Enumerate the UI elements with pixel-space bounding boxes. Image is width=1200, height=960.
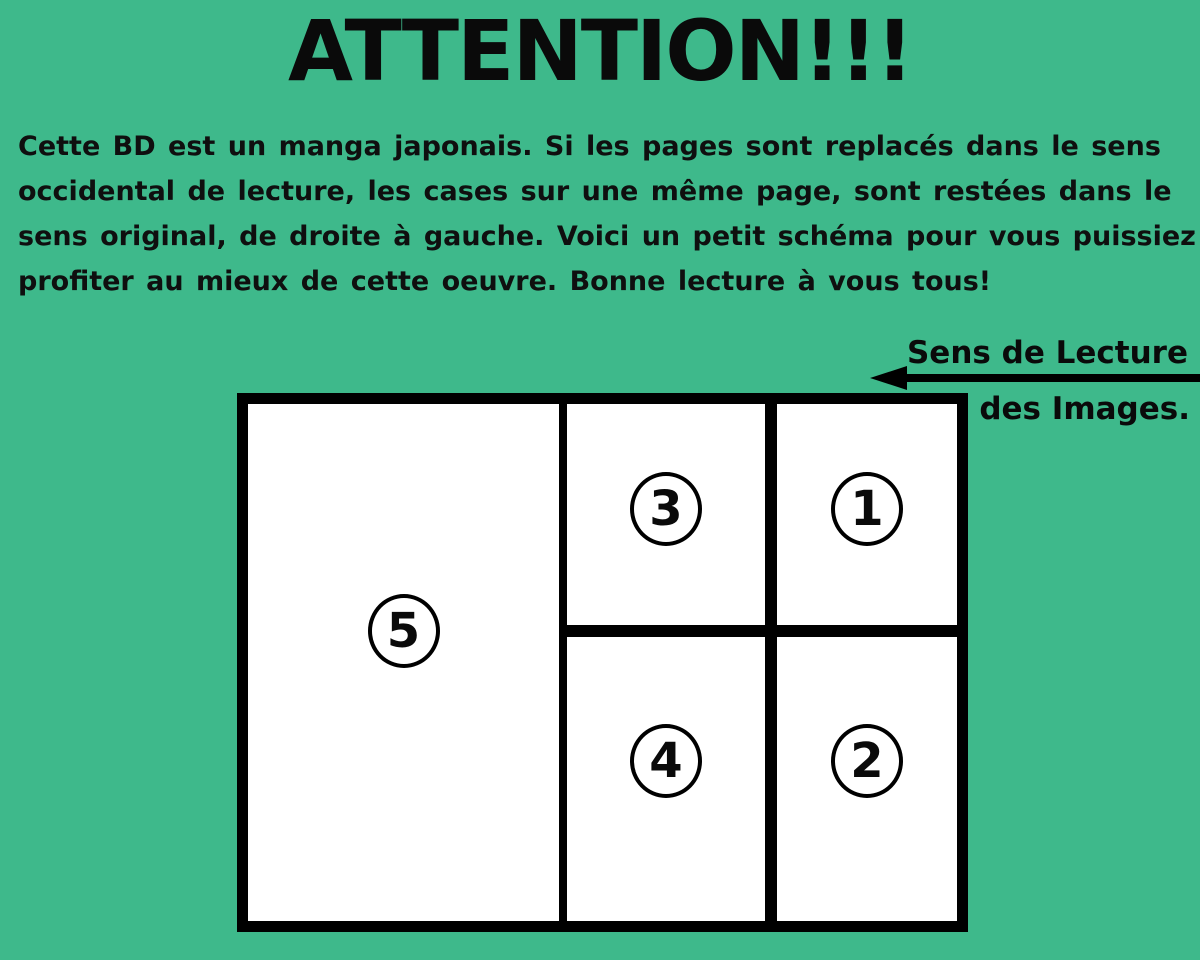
left-arrow-shaft — [900, 374, 1200, 382]
panel-number-circle — [368, 594, 440, 668]
notice-paragraph — [18, 124, 1198, 304]
page-title: ATTENTION!!! — [288, 2, 912, 100]
reading-order-diagram — [237, 393, 968, 932]
paragraph-line: occidental de lecture, les cases sur une même page, sont restées dans le — [18, 176, 1172, 207]
panel-number-circle — [831, 724, 903, 798]
reading-direction-label-bottom: des Images. — [979, 391, 1190, 427]
panel-number-circle — [831, 472, 903, 546]
panel-4 — [567, 637, 765, 921]
panel-number: 2 — [850, 733, 884, 789]
left-arrow-icon — [870, 366, 1200, 390]
panel-number: 3 — [649, 480, 683, 537]
panel-number: 5 — [386, 602, 421, 659]
paragraph-line: profiter au mieux de cette oeuvre. Bonne lecture à vous tous! — [18, 266, 992, 297]
panel-3 — [567, 404, 765, 625]
paragraph-line: Cette BD est un manga japonais. Si les pages sont replacés dans le sens — [18, 131, 1161, 162]
panel-number: 1 — [850, 480, 884, 537]
panel-2 — [777, 637, 957, 921]
paragraph-line: sens original, de droite à gauche. Voici un petit schéma pour vous puissiez — [18, 221, 1196, 252]
panel-5 — [248, 404, 559, 921]
reading-direction-label-top: Sens de Lecture — [906, 335, 1188, 371]
panel-number: 4 — [649, 733, 683, 789]
panel-1 — [777, 404, 957, 625]
panel-number-circle — [630, 724, 702, 798]
panel-number-circle — [630, 472, 702, 546]
